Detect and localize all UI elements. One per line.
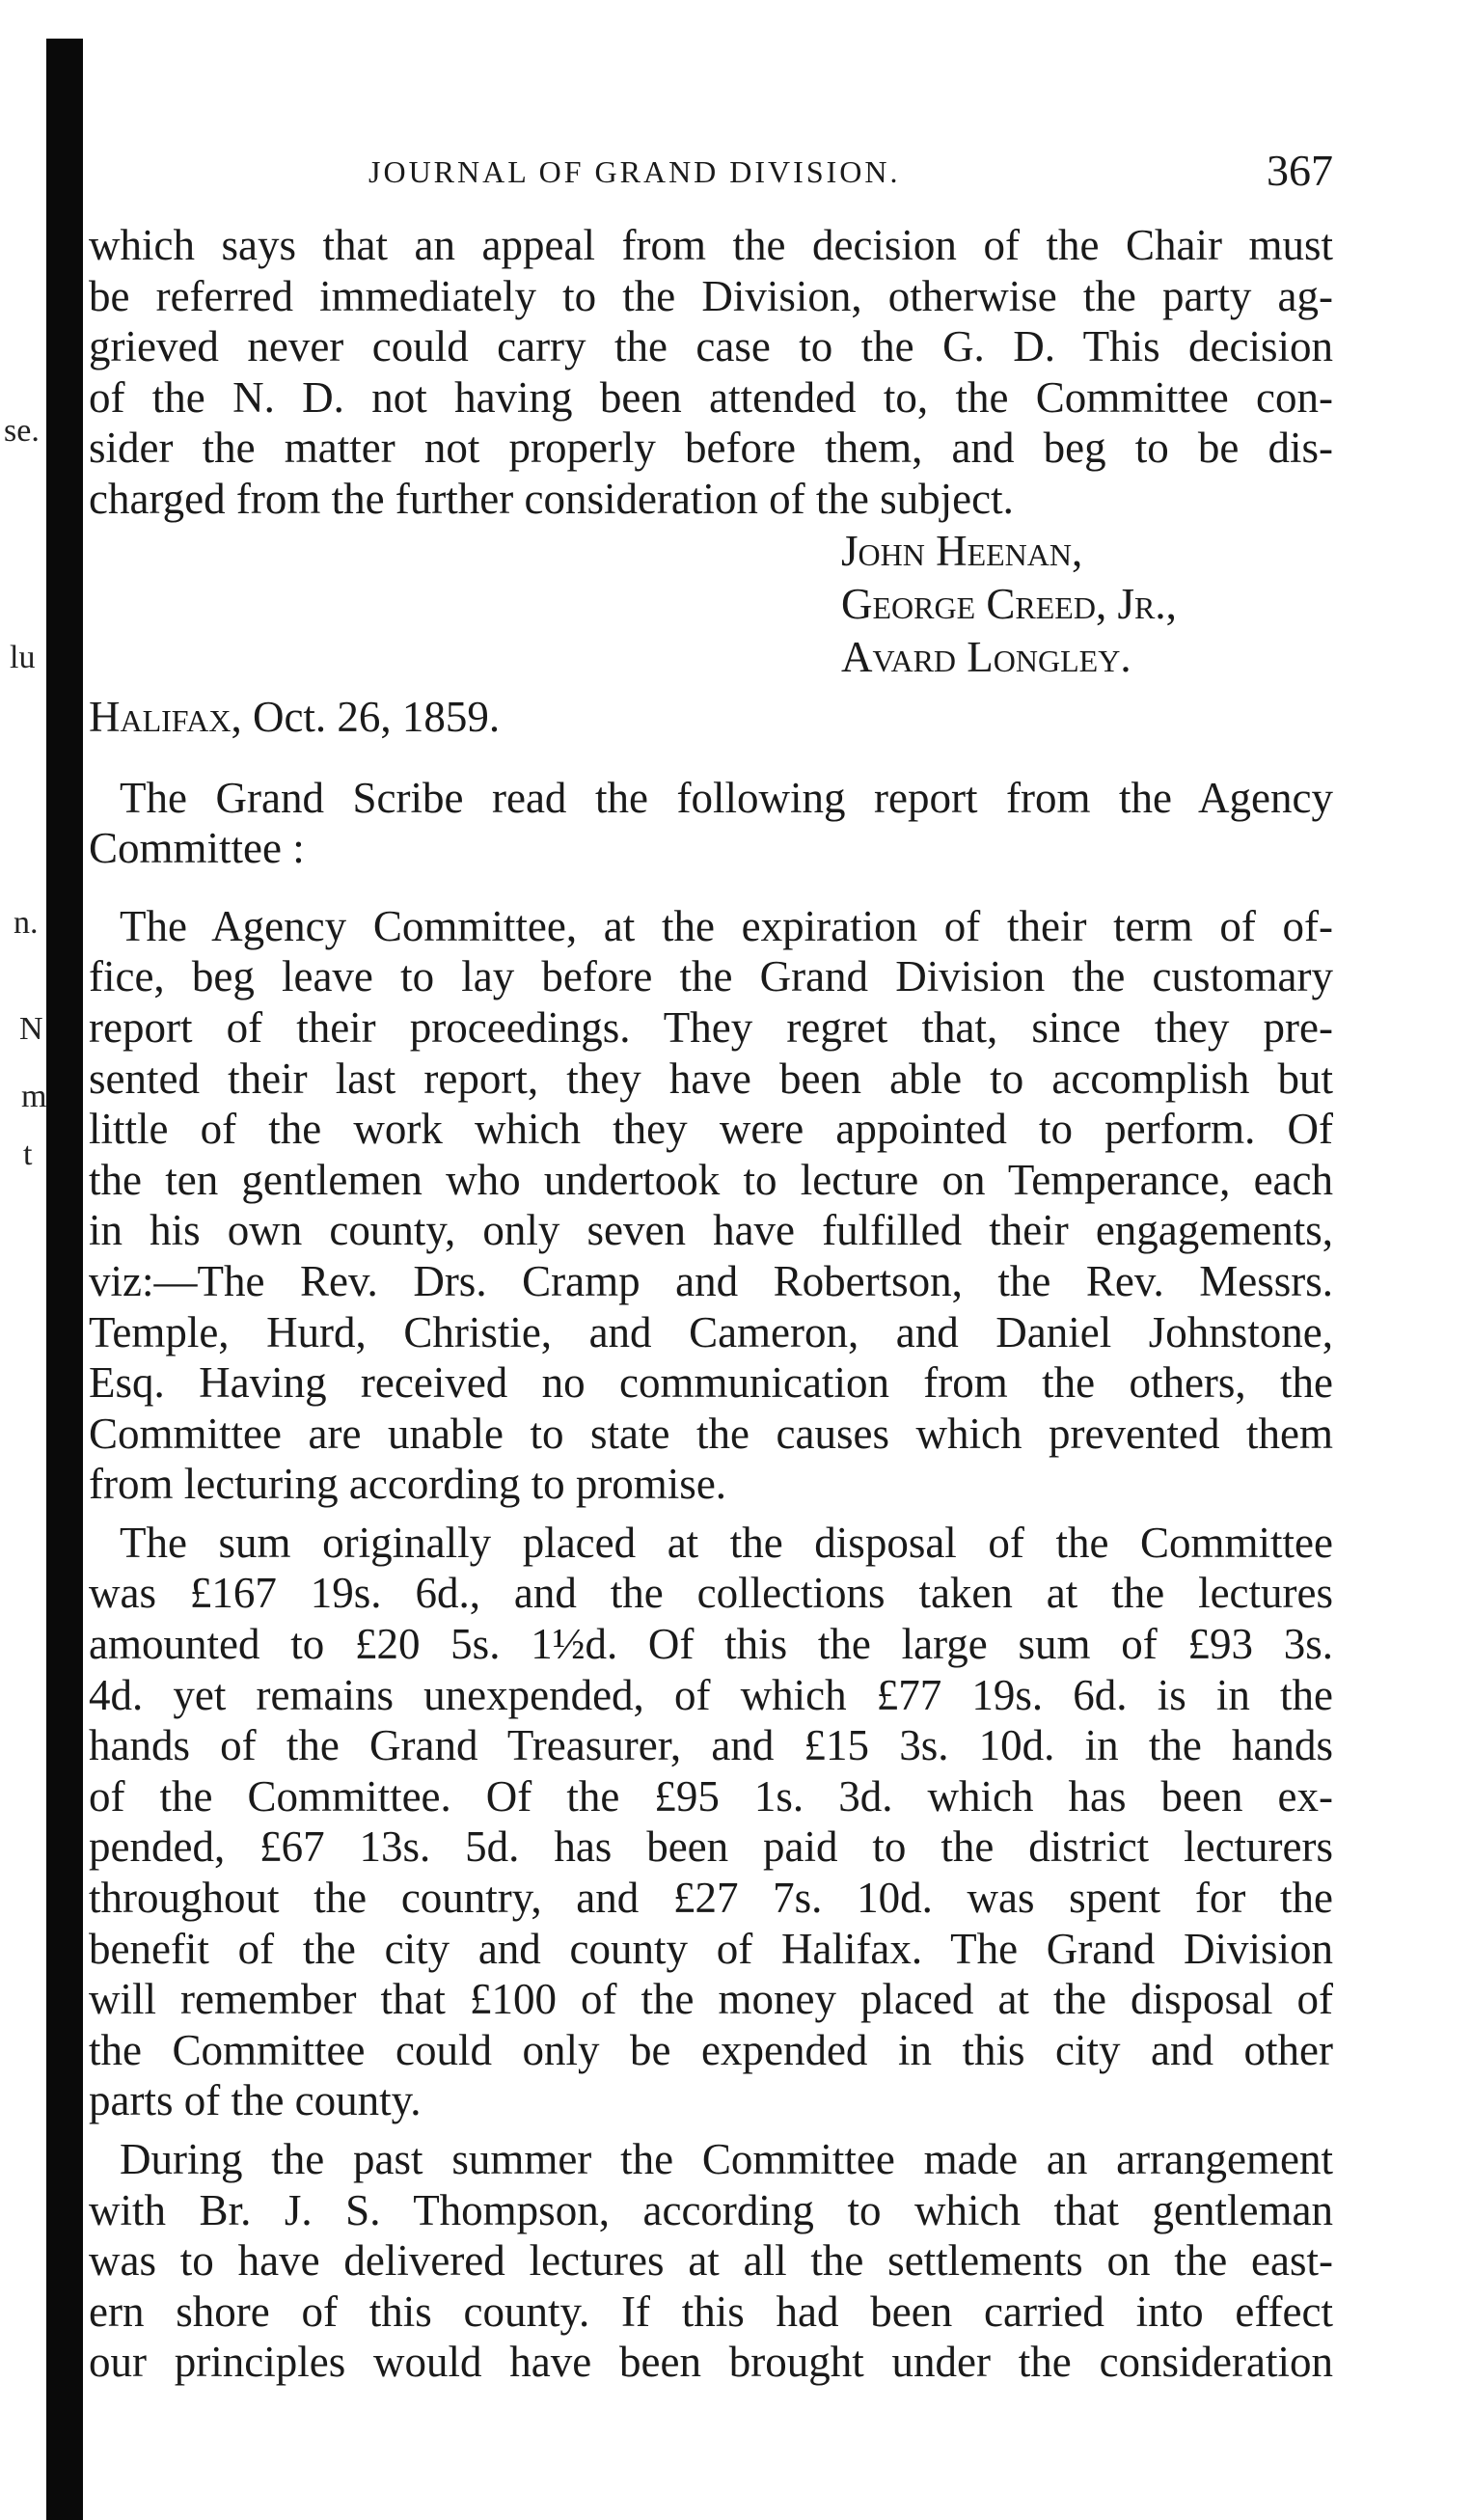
text-line: little of the work which they were appointed to perform. Of <box>89 1105 1333 1154</box>
text-line: The Grand Scribe read the following report from the Agency <box>120 773 1333 822</box>
text-line: Committee : <box>89 824 305 873</box>
text-line: in his own county, only seven have fulfilled their engagements, <box>89 1206 1333 1255</box>
text-line: grieved never could carry the case to the G. D. This decision <box>89 322 1333 371</box>
text-line: pended, £67 13s. 5d. has been paid to the district lecturers <box>89 1822 1333 1872</box>
margin-fragment: se. <box>4 413 40 449</box>
text-line: parts of the county. <box>89 2076 422 2125</box>
binding-shadow <box>46 39 83 2520</box>
margin-fragment: n. <box>14 905 39 941</box>
text-line: viz:—The Rev. Drs. Cramp and Robertson, the Rev. Messrs. <box>89 1256 1333 1305</box>
agency-intro <box>89 773 1333 874</box>
dateline-place: Halifax, <box>89 692 242 741</box>
text-line: fice, beg leave to lay before the Grand Division the customary <box>89 952 1333 1001</box>
page-header <box>89 145 1333 212</box>
text-line: of the Committee. Of the £95 1s. 3d. which has been ex- <box>89 1771 1333 1821</box>
text-line: the Committee could only be expended in this city and other <box>89 2025 1333 2074</box>
text-line: with Br. J. S. Thompson, according to which that gentleman <box>89 2185 1333 2234</box>
text-line: ern shore of this county. If this had been carried into effect <box>89 2287 1333 2336</box>
margin-fragment: lu <box>10 640 36 675</box>
funds-paragraph <box>89 1518 1333 2126</box>
text-line: amounted to £20 5s. 1½d. Of this the large sum of £93 3s. <box>89 1620 1333 1669</box>
text-line: sider the matter not properly before them, and beg to be dis- <box>89 424 1333 473</box>
summer-paragraph <box>89 2134 1333 2388</box>
committee-report-continuation <box>89 220 1333 525</box>
text-line: was £167 19s. 6d., and the collections taken at the lectures <box>89 1569 1333 1618</box>
text-line: The Agency Committee, at the expiration of their term of of- <box>120 901 1333 950</box>
text-line: benefit of the city and county of Halifax. The Grand Division <box>89 1924 1333 1973</box>
text-line: from lecturing according to promise. <box>89 1460 727 1509</box>
text-line: The sum originally placed at the disposal of the Committee <box>120 1518 1333 1567</box>
signature-block <box>841 525 1333 684</box>
text-line: hands of the Grand Treasurer, and £15 3s. 10d. in the hands <box>89 1721 1333 1770</box>
dateline-date: Oct. 26, 1859. <box>252 692 501 741</box>
signatory: George Creed, Jr., <box>841 579 1177 628</box>
margin-fragment: N <box>19 1011 43 1047</box>
text-line: Temple, Hurd, Christie, and Cameron, and Daniel Johnstone, <box>89 1307 1333 1356</box>
text-line: our principles would have been brought under the consideration <box>89 2338 1333 2387</box>
running-head: JOURNAL OF GRAND DIVISION. <box>368 154 901 189</box>
text-line: which says that an appeal from the decision of the Chair must <box>89 221 1333 269</box>
text-line: report of their proceedings. They regret that, since they pre- <box>89 1002 1333 1052</box>
text-line: will remember that £100 of the money placed at the disposal of <box>89 1975 1333 2024</box>
text-line: charged from the further consideration of the subject. <box>89 474 1014 523</box>
text-line: 4d. yet remains unexpended, of which £77 19s. 6d. is in the <box>89 1670 1333 1719</box>
margin-fragment: t <box>23 1137 33 1172</box>
text-line: throughout the country, and £27 7s. 10d. was spent for the <box>89 1874 1333 1923</box>
agency-report-paragraph <box>89 901 1333 1510</box>
text-line: Committee are unable to state the causes which prevented them <box>89 1409 1333 1458</box>
text-line: was to have delivered lectures at all the settlements on the east- <box>89 2236 1333 2286</box>
signatory: Avard Longley. <box>841 632 1131 681</box>
text-line: be referred immediately to the Division, otherwise the party ag- <box>89 271 1333 320</box>
text-line: the ten gentlemen who undertook to lecture on Temperance, each <box>89 1155 1333 1204</box>
text-line: Esq. Having received no communication from the others, the <box>89 1358 1333 1408</box>
text-line: During the past summer the Committee made an arrangement <box>120 2135 1333 2183</box>
book-page <box>89 145 1333 2388</box>
signatory: John Heenan, <box>841 526 1083 575</box>
page-number: 367 <box>1267 146 1333 195</box>
dateline <box>89 688 1333 746</box>
text-line: of the N. D. not having been attended to, the Committee con- <box>89 372 1333 422</box>
text-line: sented their last report, they have been able to accomplish but <box>89 1054 1333 1103</box>
margin-fragment: m <box>21 1079 47 1114</box>
